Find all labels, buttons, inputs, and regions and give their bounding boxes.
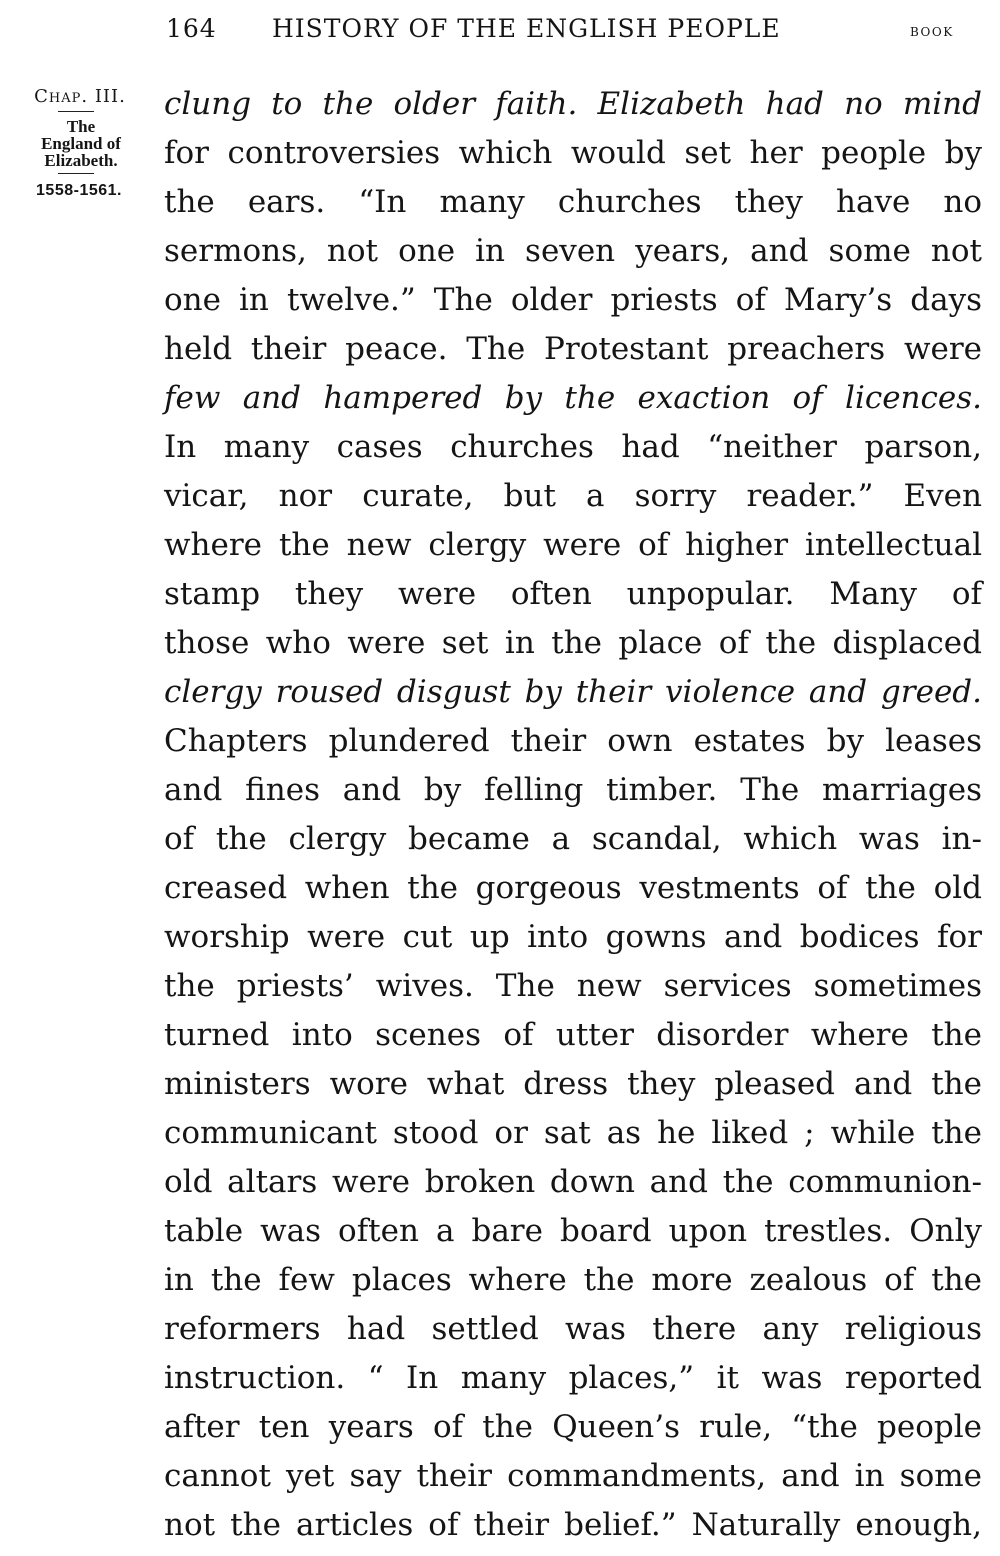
page-number: 164: [166, 14, 217, 43]
text-line: and fines and by felling timber. The marriages: [164, 772, 982, 808]
text-line: the priests’ wives. The new services sometimes: [164, 968, 982, 1004]
text-line: old altars were broken down and the communion-: [164, 1164, 982, 1200]
chapter-label: [8, 86, 152, 107]
running-title: HISTORY OF THE ENGLISH PEOPLE: [272, 14, 781, 43]
margin-rule: [58, 173, 94, 174]
text-line: worship were cut up into gowns and bodices for: [164, 919, 982, 955]
text-line: table was often a bare board upon trestles. Only: [164, 1213, 982, 1249]
sidenote-dates: 1558-1561.: [36, 182, 122, 199]
text-line: in the few places where the more zealous of the: [164, 1262, 982, 1298]
text-line: instruction. “ In many places,” it was reported: [164, 1360, 982, 1396]
text-line: turned into scenes of utter disorder where the: [164, 1017, 982, 1053]
text-line: Chapters plundered their own estates by leases: [164, 723, 982, 759]
text-line: clergy roused disgust by their violence and greed.: [164, 674, 982, 710]
text-line: where the new clergy were of higher intellectual: [164, 527, 982, 563]
sidenote-line: England of: [41, 134, 121, 153]
text-line: the ears. “In many churches they have no: [164, 184, 982, 220]
text-line: of the clergy became a scandal, which was in-: [164, 821, 982, 857]
text-line: In many cases churches had “neither parson,: [164, 429, 982, 465]
running-book-label: book: [910, 21, 954, 41]
text-line: ministers wore what dress they pleased and the: [164, 1066, 982, 1102]
text-line: reformers had settled was there any religious: [164, 1311, 982, 1347]
body-text: [164, 80, 982, 1550]
text-line: stamp they were often unpopular. Many of: [164, 576, 982, 612]
margin-notes: [0, 86, 152, 200]
chapter-label-text: Chap. III.: [34, 86, 126, 107]
text-line: clung to the older faith. Elizabeth had no mind: [164, 86, 982, 122]
sidenote-subject: [10, 118, 152, 169]
text-line: one in twelve.” The older priests of Mary’s days: [164, 282, 982, 318]
text-line: few and hampered by the exaction of licences.: [164, 380, 982, 416]
running-head: [0, 10, 1000, 50]
sidenote-line: Elizabeth.: [44, 151, 118, 170]
text-line: after ten years of the Queen’s rule, “the people: [164, 1409, 982, 1445]
text-line: sermons, not one in seven years, and some not: [164, 233, 982, 269]
sidenote-line: The: [66, 117, 96, 136]
text-line: cannot yet say their commandments, and in some: [164, 1458, 982, 1494]
margin-rule: [58, 111, 94, 112]
text-line: communicant stood or sat as he liked ; while the: [164, 1115, 982, 1151]
text-line: creased when the gorgeous vestments of the old: [164, 870, 982, 906]
text-line: for controversies which would set her people by: [164, 135, 982, 171]
text-line: those who were set in the place of the displaced: [164, 625, 982, 661]
text-line: vicar, nor curate, but a sorry reader.” Even: [164, 478, 982, 514]
text-line: held their peace. The Protestant preachers were: [164, 331, 982, 367]
text-line: not the articles of their belief.” Naturally enough,: [164, 1507, 982, 1543]
